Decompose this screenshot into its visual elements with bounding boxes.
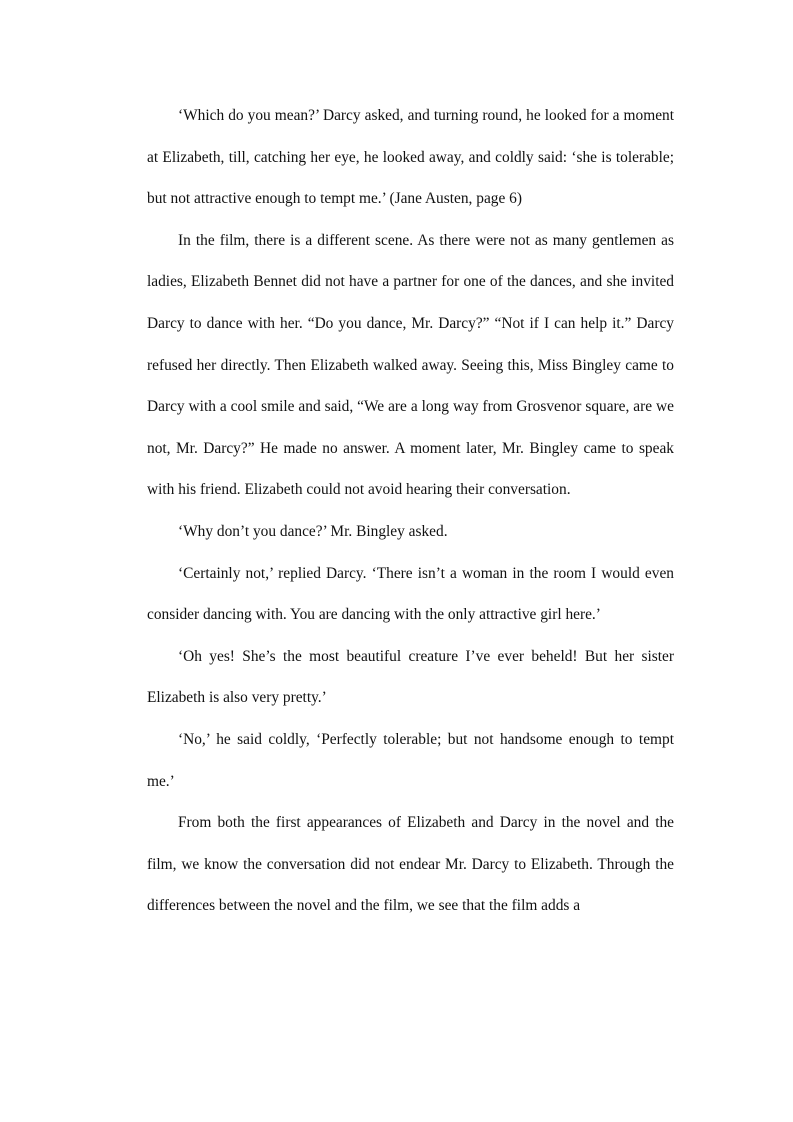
paragraph-darcy-reply: ‘Certainly not,’ replied Darcy. ‘There isn’t a woman in the room I would even consider dancing with. You are dancing with the only attractive girl here.’ [147,564,674,624]
paragraph-darcy-tolerable: ‘No,’ he said coldly, ‘Perfectly tolerable; but not handsome enough to tempt me.’ [147,730,674,790]
paragraph-film-scene: In the film, there is a different scene. As there were not as many gentlemen as ladies, Elizabeth Bennet did not have a partner for one of the dances, and she invited Darcy to dance with her. “Do you dance, Mr. Darcy?” “Not if I can help it.” Darcy refused her directly. Then Elizabeth walked away. Seeing this, Miss Bingley came to Darcy with a cool smile and said, “We are a long way from Grosvenor square, are we not, Mr. Darcy?” He made no answer. A moment later, Mr. Bingley came to speak with his friend. Elizabeth could not avoid hearing their conversation. [147,231,674,499]
document-page [147,95,674,927]
paragraph-analysis: From both the first appearances of Elizabeth and Darcy in the novel and the film, we know the conversation did not endear Mr. Darcy to Elizabeth. Through the differences between the novel and the film, we see that the film adds a [147,814,674,915]
paragraph-austen-quote: ‘Which do you mean?’ Darcy asked, and turning round, he looked for a moment at Elizabeth, till, catching her eye, he looked away, and coldly said: ‘she is tolerable; but not attractive enough to tempt me.’ (Jane Austen, page 6) [147,107,674,208]
paragraph-bingley-response: ‘Oh yes! She’s the most beautiful creature I’ve ever beheld! But her sister Elizabeth is also very pretty.’ [147,647,674,707]
paragraph-bingley-question: ‘Why don’t you dance?’ Mr. Bingley asked. [178,522,448,540]
